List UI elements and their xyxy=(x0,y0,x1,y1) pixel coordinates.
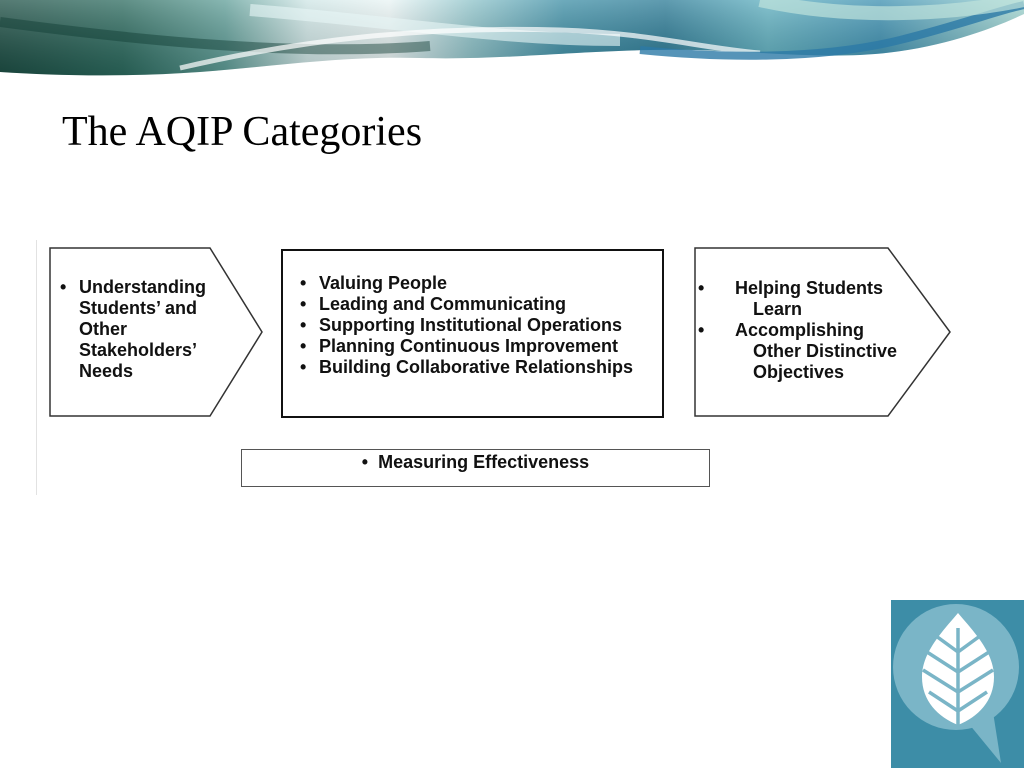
bullet: • xyxy=(300,273,307,293)
list-item xyxy=(300,294,655,315)
list-item-text: Measuring Effectiveness xyxy=(378,452,590,472)
list-item xyxy=(60,277,225,382)
bullet: • xyxy=(300,294,307,314)
list-item xyxy=(300,357,655,378)
list-item xyxy=(716,320,905,383)
list-item-text: Accomplishing Other Distinctive Objectives xyxy=(735,320,898,382)
bullet: • xyxy=(361,452,369,472)
bullet: • xyxy=(60,277,67,297)
list-item-text: Building Collaborative Relationships xyxy=(319,357,634,377)
list-item xyxy=(300,336,655,357)
right-arrow-list xyxy=(716,278,905,383)
list-item-text: Valuing People xyxy=(319,273,448,293)
list-item-text: Supporting Institutional Operations xyxy=(319,315,622,335)
logo xyxy=(891,600,1024,768)
slide-title: The AQIP Categories xyxy=(62,109,423,155)
list-item-text: Understanding Students’ and Other Stakeholders’ Needs xyxy=(79,277,207,381)
list-item-text: Leading and Communicating xyxy=(319,294,567,314)
bottom-box-text xyxy=(241,452,710,473)
list-item-text: Planning Continuous Improvement xyxy=(319,336,619,356)
list-item xyxy=(300,315,655,336)
center-box-list xyxy=(300,273,655,378)
bullet: • xyxy=(300,336,307,356)
list-item xyxy=(716,278,905,320)
list-item-text: Helping Students Learn xyxy=(735,278,883,319)
left-arrow-list xyxy=(60,277,225,382)
bullet: • xyxy=(300,357,307,377)
bullet: • xyxy=(300,315,307,335)
list-item xyxy=(300,273,655,294)
